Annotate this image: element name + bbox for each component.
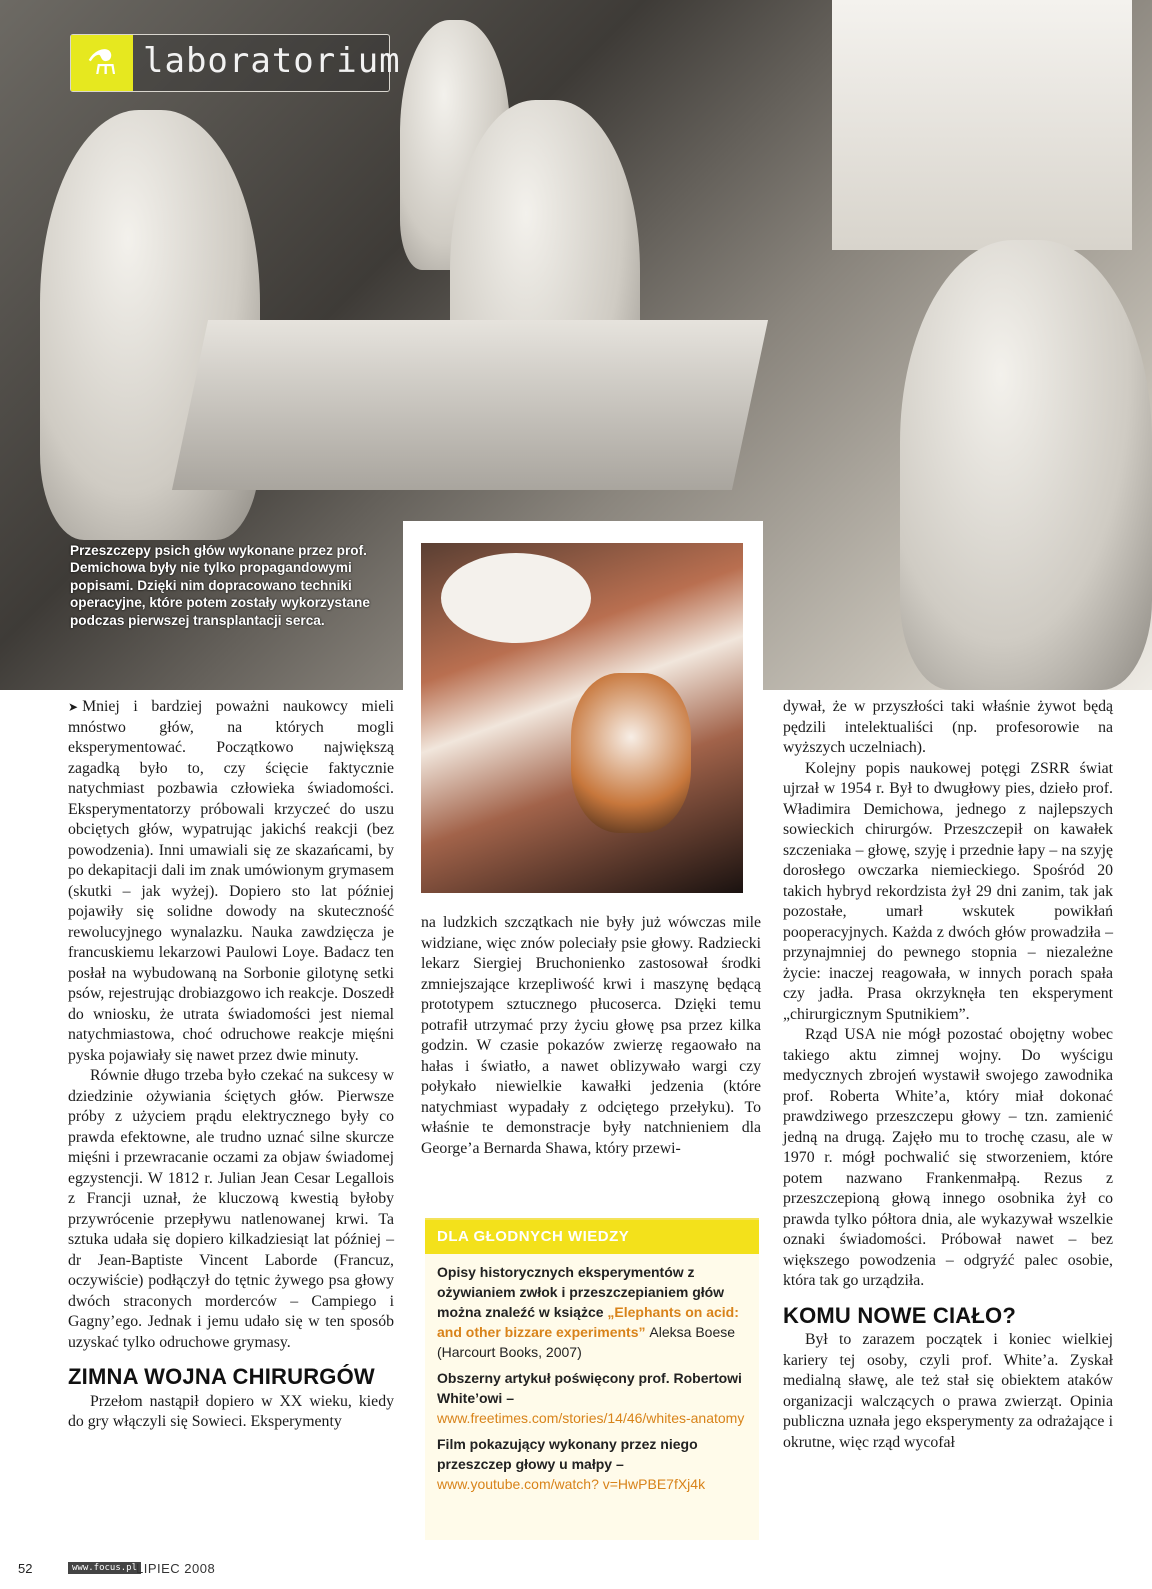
site-logo: www.focus.pl	[68, 1562, 141, 1574]
section-badge	[70, 34, 401, 92]
arrow-bullet-icon: ➤	[68, 700, 79, 714]
flask-icon: ⚗	[71, 35, 133, 91]
puppy-figure	[571, 673, 691, 833]
book-title: „Elephants on acid: and other bizzare experiments”	[437, 1304, 739, 1340]
article-link[interactable]: www.freetimes.com/stories/14/46/whites-anatomy	[437, 1410, 745, 1426]
reading-item: Film pokazujący wykonany przez niego przeszczep głowy u małpy – www.youtube.com/watch? v=HwPBE7fXj4k	[437, 1436, 706, 1492]
article-column-2	[421, 913, 761, 1159]
article-column-3	[783, 697, 1113, 1453]
photo-caption: Przeszczepy psich głów wykonane przez prof. Demichowa były nie tylko propagandowymi popisami. Dzięki nim dopracowano techniki operacyjne, które potem zostały wykorzystane podczas pierwszej transplantacji serca.	[70, 543, 370, 628]
paragraph: Przełom nastąpił dopiero w XX wieku, kiedy do gry włączyli się Sowieci. Eksperymenty	[68, 1392, 394, 1430]
video-link[interactable]: www.youtube.com/watch? v=HwPBE7fXj4k	[437, 1476, 706, 1492]
section-heading: KOMU NOWE CIAŁO?	[783, 1302, 1016, 1328]
inset-photo-image	[421, 543, 743, 893]
page-number: 52	[18, 1561, 33, 1576]
surgeon-cap	[441, 553, 591, 643]
operating-table	[172, 320, 768, 490]
section-heading: ZIMNA WOJNA CHIRURGÓW	[68, 1364, 375, 1389]
reading-item: Obszerny artykuł poświęcony prof. Robertowi White’owi – www.freetimes.com/stories/14/46/whites-anatomy	[437, 1370, 745, 1426]
window-light	[832, 0, 1132, 250]
paragraph: Rząd USA nie mógł pozostać obojętny wobec takiego aktu zimnej wojny. Do wyścigu medycznych zbrojeń wystawił swojego zawodnika prof. Roberta White’a, który miał dokonać prawdziwego przeszczepu głowy – tzn. zamienić jedną na drugą. Zajęło mu to trochę czasu, ale w 1970 r. mógł pochwalić się stworzeniem, które potem nazwano Frankenmałpą. Rezus z przeszczepioną głową innego osobnika żył co prawda tylko półtora dnia, ale wykazywał wszelkie oznaki świadomości. Próbował nawet – bez większego powodzenia – odgryźć palec osobie, która tak go urządziła.	[783, 1026, 1113, 1289]
issue-date: LIPIEC 2008	[136, 1561, 216, 1576]
paragraph: na ludzkich szczątkach nie były już wówczas mile widziane, więc znów poleciały psie głowy. Radziecki lekarz Siergiej Bruchonienko zastosował środki zmniejszające krzepliwość krwi i maszynę będącą prototypem sztucznego płucoserca. Dzięki temu potrafił utrzymać przy życiu głowę psa przez kilka godzin. W czasie pokazów zwierzę regaowało na hałas i światło, a nawet oblizywało wargi czy połykało niewielkie kawałki jedzenia (które natychmiast wypadały z odciętego przełyku). To właśnie te demonstracje były natchnieniem dla George’a Bernarda Shawa, który przewi-	[421, 914, 761, 1157]
further-reading-title: DLA GŁODNYCH WIEDZY	[425, 1220, 759, 1254]
paragraph: Był to zarazem początek i koniec wielkiej kariery tej osoby, czyli prof. White’a. Zyskał medialną sławę, ale też stał się obiektem ataków organizacji walczących o prawa zwierząt. Opinia publiczna uznała jego eksperymenty za odrażające i okrutne, więc rząd wycofał	[783, 1331, 1113, 1451]
further-reading-box	[425, 1218, 759, 1540]
paragraph: dywał, że w przyszłości taki właśnie żywot będą pędzili intelektualiści (np. profesorowie na wyższych uczelniach).	[783, 698, 1113, 756]
article-column-1	[68, 697, 394, 1433]
surgeon-figure	[900, 240, 1152, 690]
reading-item: Opisy historycznych eksperymentów z ożywianiem zwłok i przeszczepianiem głów można znaleźć w książce „Elephants on acid: and other bizzare experiments” Aleksa Boese (Harcourt Books, 2007)	[437, 1264, 739, 1360]
paragraph: ➤ Mniej i bardziej poważni naukowcy mieli mnóstwo głów, na których mogli eksperymentować. Początkowo największą zagadką było to, czy ścięcie faktycznie natychmiast pozbawia człowieka świadomości. Eksperymentatorzy próbowali krzyczeć do uszu obciętych głów, wypatrując jakichś reakcji (bez powodzenia). Inni umawiali się ze skazańcami, by po dekapitacji dali im znak umówionym grymasem (skutki – jak wyżej). Dopiero sto lat później pojawiły się solidne dowody na skuteczność rewolucyjnego wynalazku. Nauka zawdzięcza je francuskiemu lekarzowi Paulowi Loye. Badacz ten posłał na wybudowaną na Sorbonie gilotynę setki psów, rejestrując drobiazgowo ich reakcje. Doszedł do wniosku, że utrata świadomości jest niemal natychmiastowa, choć odruchowe reakcje mięśni pyska pojawiały się nawet przez dwie minuty.	[68, 698, 394, 1064]
paragraph: Równie długo trzeba było czekać na sukcesy w dziedzinie ożywiania ściętych głów. Pierwsze próby z użyciem prądu elektrycznego były co prawda efektowne, ale trudno uznać silne skurcze mięśni i przewracanie oczami za objaw świadomej egzystencji. W 1812 r. Julian Jean Cesar Legallois z Francji uznał, że kluczową kwestią byłoby przywrócenie przepływu natlenowanej krwi. Ta sztuka udała się dopiero kilkadziesiąt lat później – dr Jean-Baptiste Vincent Laborde (Francuz, oczywiście) podłączył do tętnic żywego psa głowy dwóch straconych morderców – Campiego i Gagny’ego. Jednak i jemu udało się w ten sposób uzyskać tylko odruchowe grymasy.	[68, 1067, 394, 1351]
section-label: laboratorium	[143, 41, 401, 81]
paragraph: Kolejny popis naukowej potęgi ZSRR świat ujrzał w 1954 r. Był to dwugłowy pies, dzieło prof. Władimira Demichowa, jednego z najlepszych sowieckich chirurgów. Przeszczepił on kawałek szczeniaka – głowę, szyję i przednie łapy – na szyję dorosłego owczarka niemieckiego. Spośród 20 takich hybryd rekordzista żył 29 dni zanim, tak jak pozostałe, umarł wskutek powikłań pooperacyjnych. Każda z dwóch głów prowadziła – przynajmniej do pewnego stopnia – niezależne życie: inaczej reagowała, w innych porach spała czy jadła. Prasa okrzyknęła ten eksperyment „chirurgicznym Sputnikiem”.	[783, 759, 1113, 1023]
page-footer	[18, 1561, 418, 1583]
inset-photo	[403, 521, 763, 903]
